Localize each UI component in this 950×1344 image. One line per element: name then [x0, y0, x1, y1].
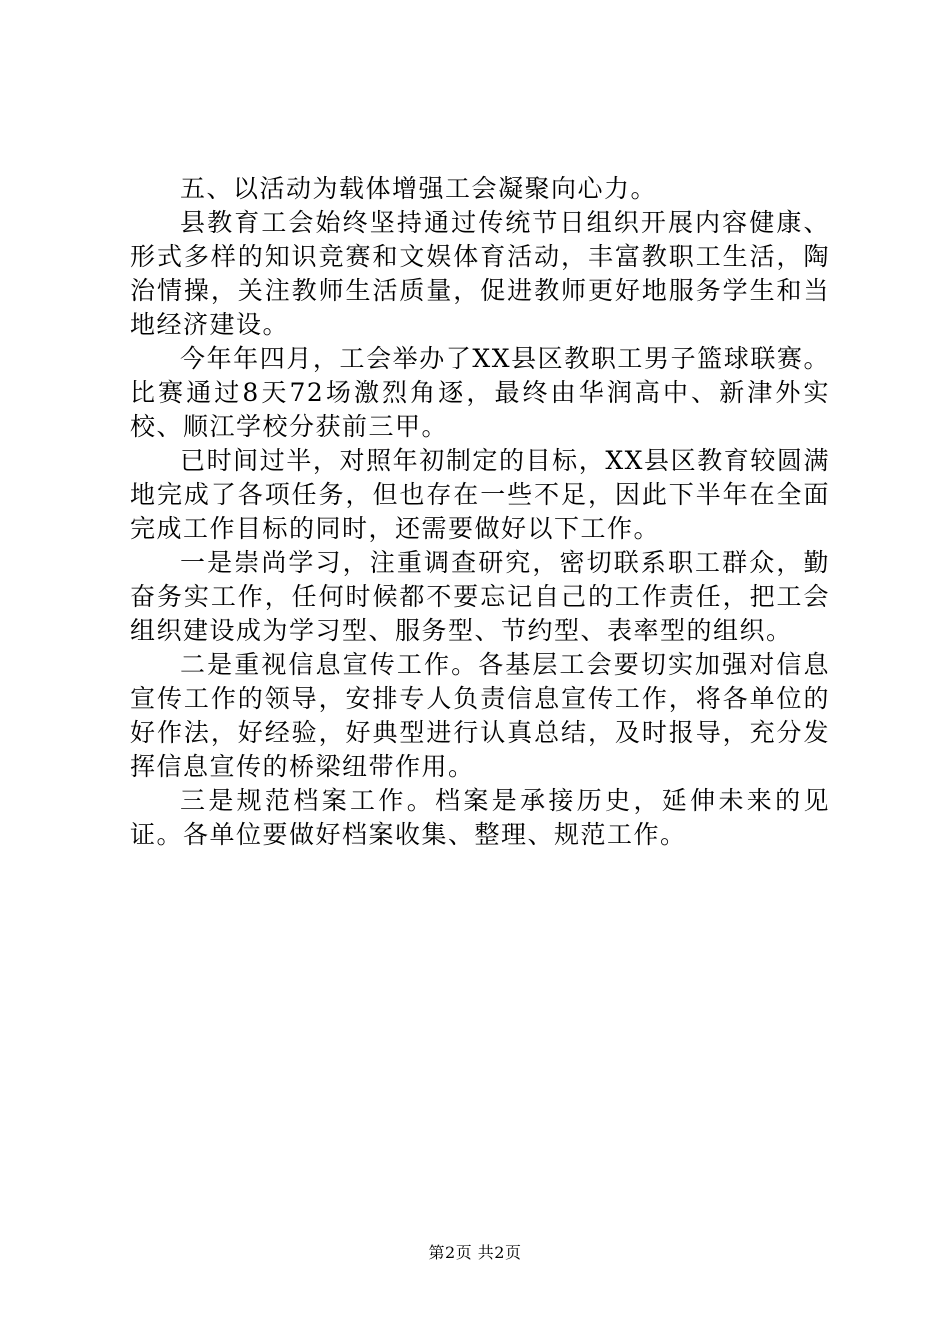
paragraph: 一是崇尚学习，注重调查研究，密切联系职工群众，勤奋务实工作，任何时候都不要忘记自己的工作责任，把工会组织建设成为学习型、服务型、节约型、表率型的组织。 — [130, 548, 830, 645]
section-heading: 五、以活动为载体增强工会凝聚向心力。 — [180, 174, 658, 203]
page-number-footer: 第2页 共2页 — [428, 1243, 522, 1262]
paragraph: 已时间过半，对照年初制定的目标，XX县区教育较圆满地完成了各项任务，但也存在一些不足，因此下半年在全面完成工作目标的同时，还需要做好以下工作。 — [130, 446, 830, 543]
document-body — [130, 172, 830, 852]
paragraph: 县教育工会始终坚持通过传统节日组织开展内容健康、形式多样的知识竞赛和文娱体育活动，丰富教职工生活，陶治情操，关注教师生活质量，促进教师更好地服务学生和当地经济建设。 — [130, 208, 830, 339]
paragraph: 二是重视信息宣传工作。各基层工会要切实加强对信息宣传工作的领导，安排专人负责信息宣传工作，将各单位的好作法，好经验，好典型进行认真总结，及时报导，充分发挥信息宣传的桥梁纽带作用。 — [130, 650, 830, 781]
paragraph: 三是规范档案工作。档案是承接历史，延伸未来的见证。各单位要做好档案收集、整理、规范工作。 — [130, 786, 830, 849]
paragraph: 今年年四月，工会举办了XX县区教职工男子篮球联赛。比赛通过8天72场激烈角逐，最终由华润高中、新津外实校、顺江学校分获前三甲。 — [130, 344, 830, 441]
